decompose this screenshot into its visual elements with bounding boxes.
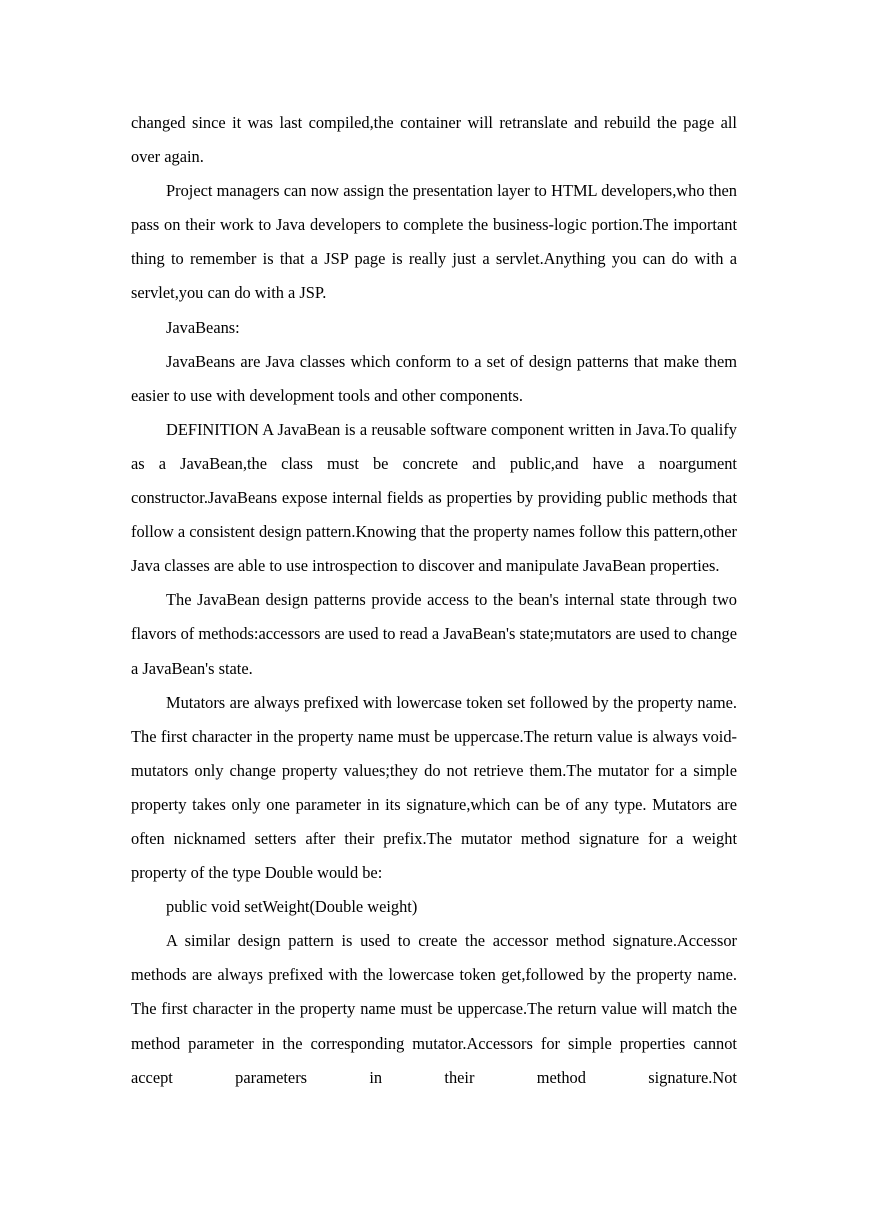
paragraph-mutators: Mutators are always prefixed with lowercase token set followed by the property name. The first character in the property name must be uppercase.The return value is always void-mutators only change property values;they do not retrieve them.The mutator for a simple property takes only one parameter in its signature,which can be of any type. Mutators are often nicknamed setters after their prefix.The mutator method signature for a weight property of the type Double would be: [131,692,737,883]
code-signature-setter: public void setWeight(Double weight) [166,897,418,917]
paragraph-definition: DEFINITION A JavaBean is a reusable software component written in Java.To qualify as a JavaBean,the class must be concrete and public,and have a noargument constructor.JavaBeans expose internal fields as properties by providing public methods that follow a consistent design pattern.Knowing that the property names follow this pattern,other Java classes are able to use introspection to discover and manipulate JavaBean properties. [131,419,737,576]
paragraph-design-patterns: The JavaBean design patterns provide access to the bean's internal state through two flavors of methods:accessors are used to read a JavaBean's state;mutators are used to change a JavaBean's state. [131,590,737,678]
paragraph-continuation: changed since it was last compiled,the container will retranslate and rebuild the page all over again. [131,113,737,167]
section-heading-javabeans: JavaBeans: [166,317,240,337]
paragraph-accessors: A similar design pattern is used to create the accessor method signature.Accessor methods are always prefixed with the lowercase token get,followed by the property name. The first character in the property name must be uppercase.The return value will match the method parameter in the corresponding mutator.Accessors for simple properties cannot accept parameters in their method signature.Not [131,931,737,1087]
paragraph-javabeans-intro: JavaBeans are Java classes which conform to a set of design patterns that make them easier to use with development tools and other components. [131,351,737,405]
paragraph-project-managers: Project managers can now assign the presentation layer to HTML developers,who then pass on their work to Java developers to complete the business-logic portion.The important thing to remember is that a JSP page is really just a servlet.Anything you can do with a servlet,you can do with a JSP. [131,181,737,303]
document-page [131,106,737,1095]
